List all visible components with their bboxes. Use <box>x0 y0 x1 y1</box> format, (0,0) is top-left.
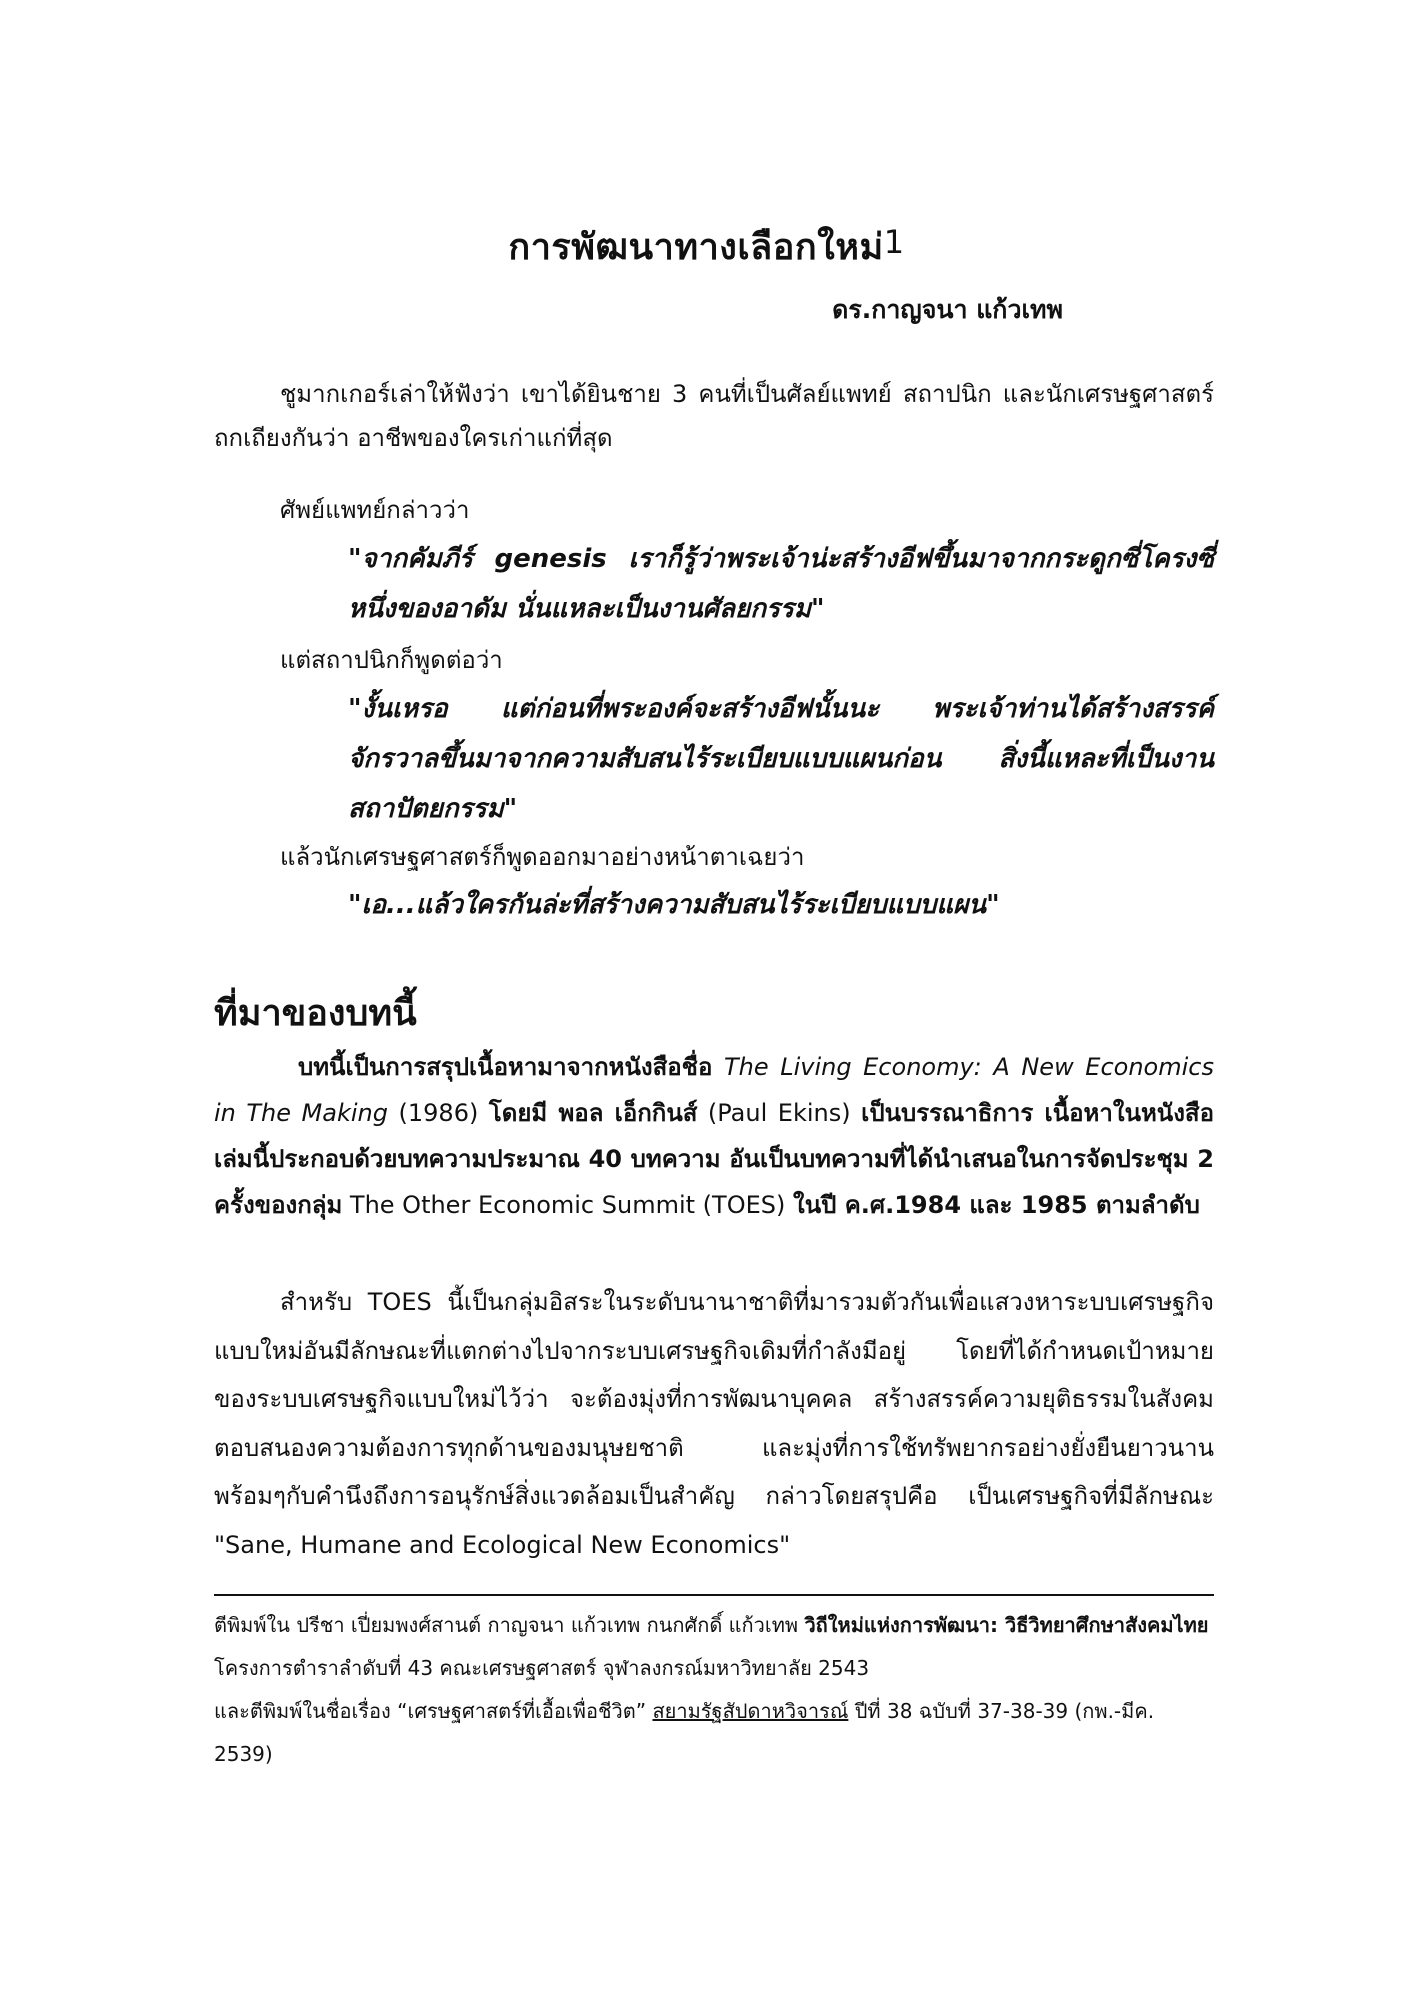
economist-label: แล้วนักเศรษฐศาสตร์ก็พูดออกมาอย่างหน้าตาเฉยว่า <box>280 843 805 871</box>
architect-quote: "งั้นเหรอ แต่ก่อนที่พระองค์จะสร้างอีฟนั้นนะ พระเจ้าท่านได้สร้างสรรค์จักรวาลขึ้นมาจากความสับสนไร้ระเบียบแบบแผนก่อน สิ่งนี้แหละที่เป็นงานสถาปัตยกรรม" <box>348 694 1214 824</box>
section-heading: ที่มาของบทนี้ <box>214 993 417 1034</box>
intro-paragraph: ชูมากเกอร์เล่าให้ฟังว่า เขาได้ยินชาย 3 คนที่เป็นศัลย์แพทย์ สถาปนิก และนักเศรษฐศาสตร์ ถกเถียงกันว่า อาชีพของใครเก่าแก่ที่สุด <box>214 380 1214 452</box>
source-text-1: บทนี้เป็นการสรุปเนื้อหามาจากหนังสือชื่อ <box>298 1053 713 1081</box>
footnote-line-2: และตีพิมพ์ในชื่อเรื่อง “เศรษฐศาสตร์ที่เอื้อเพื่อชีวิต” สยามรัฐสัปดาหวิจารณ์ ปีที่ 38 ฉบับที่ 37-38-39 (กพ.-มีค. 2539) <box>214 1699 1155 1766</box>
source-paragraph <box>214 1044 1214 1228</box>
economist-quote: "เอ...แล้วใครกันล่ะที่สร้างความสับสนไร้ระเบียบแบบแผน" <box>348 890 1000 920</box>
page-title <box>0 218 1413 275</box>
footnote-book-title: วิถีใหม่แห่งการพัฒนา: วิธีวิทยาศึกษาสังคมไทย <box>804 1613 1209 1637</box>
title-text: การพัฒนาทางเลือกใหม่ <box>508 227 884 268</box>
source-text-3: เป็นบรรณาธิการ เนื้อหาในหนังสือเล่มนี้ประกอบด้วยบทความประมาณ 40 บทความ อันเป็นบทความที่ได้นำเสนอในการจัดประชุม 2 ครั้งของกลุ่ม <box>214 1099 1214 1219</box>
journal-name: สยามรัฐสัปดาหวิจารณ์ <box>652 1699 849 1723</box>
source-text-4: ในปี ค.ศ.1984 และ 1985 ตามลำดับ <box>792 1191 1200 1219</box>
toes-paragraph: สำหรับ TOES นี้เป็นกลุ่มอิสระในระดับนานาชาติที่มารวมตัวกันเพื่อแสวงหาระบบเศรษฐกิจแบบใหม่อันมีลักษณะที่แตกต่างไปจากระบบเศรษฐกิจเดิมที่กำลังมีอยู่ โดยที่ได้กำหนดเป้าหมายของระบบเศรษฐกิจแบบใหม่ไว้ว่า จะต้องมุ่งที่การพัฒนาบุคคล สร้างสรรค์ความยุติธรรมในสังคม ตอบสนองความต้องการทุกด้านของมนุษยชาติ และมุ่งที่การใช้ทรัพยากรอย่างยั่งยืนยาวนาน พร้อมๆกับคำนึงถึงการอนุรักษ์สิ่งแวดล้อมเป็นสำคัญ กล่าวโดยสรุปคือ เป็นเศรษฐกิจที่มีลักษณะ "Sane, Humane and Ecological New Economics" <box>214 1288 1214 1559</box>
footnote-line-1: ตีพิมพ์ใน ปรีชา เปี่ยมพงศ์สานต์ กาญจนา แก้วเทพ กนกศักดิ์ แก้วเทพ วิถีใหม่แห่งการพัฒนา: วิธีวิทยาศึกษาสังคมไทย โครงการตำราลำดับที่ 43 คณะเศรษฐศาสตร์ จุฬาลงกรณ์มหาวิทยาลัย 2543 <box>214 1613 1209 1680</box>
surgeon-quote: "จากคัมภีร์ genesis เราก็รู้ว่าพระเจ้าน่ะสร้างอีฟขึ้นมาจากกระดูกซี่โครงซี่หนึ่งของอาดัม นั่นแหละเป็นงานศัลยกรรม" <box>348 544 1214 624</box>
footnote-marker: 1 <box>883 223 905 261</box>
footnote-divider <box>214 1594 1214 1596</box>
architect-label: แต่สถาปนิกก็พูดต่อว่า <box>280 646 503 674</box>
footnote <box>214 1604 1214 1776</box>
book-year: (1986) <box>398 1099 479 1127</box>
source-text-2: โดยมี พอล เอ็กกินส์ <box>488 1099 698 1127</box>
organization-name: The Other Economic Summit (TOES) <box>349 1191 786 1219</box>
editor-name-en: (Paul Ekins) <box>707 1099 851 1127</box>
surgeon-label: ศัพย์แพทย์กล่าวว่า <box>280 496 470 524</box>
book-title: The Living Economy: A New Economics in The Making <box>214 1053 1214 1127</box>
author-name: ดร.กาญจนา แก้วเทพ <box>832 295 1063 324</box>
